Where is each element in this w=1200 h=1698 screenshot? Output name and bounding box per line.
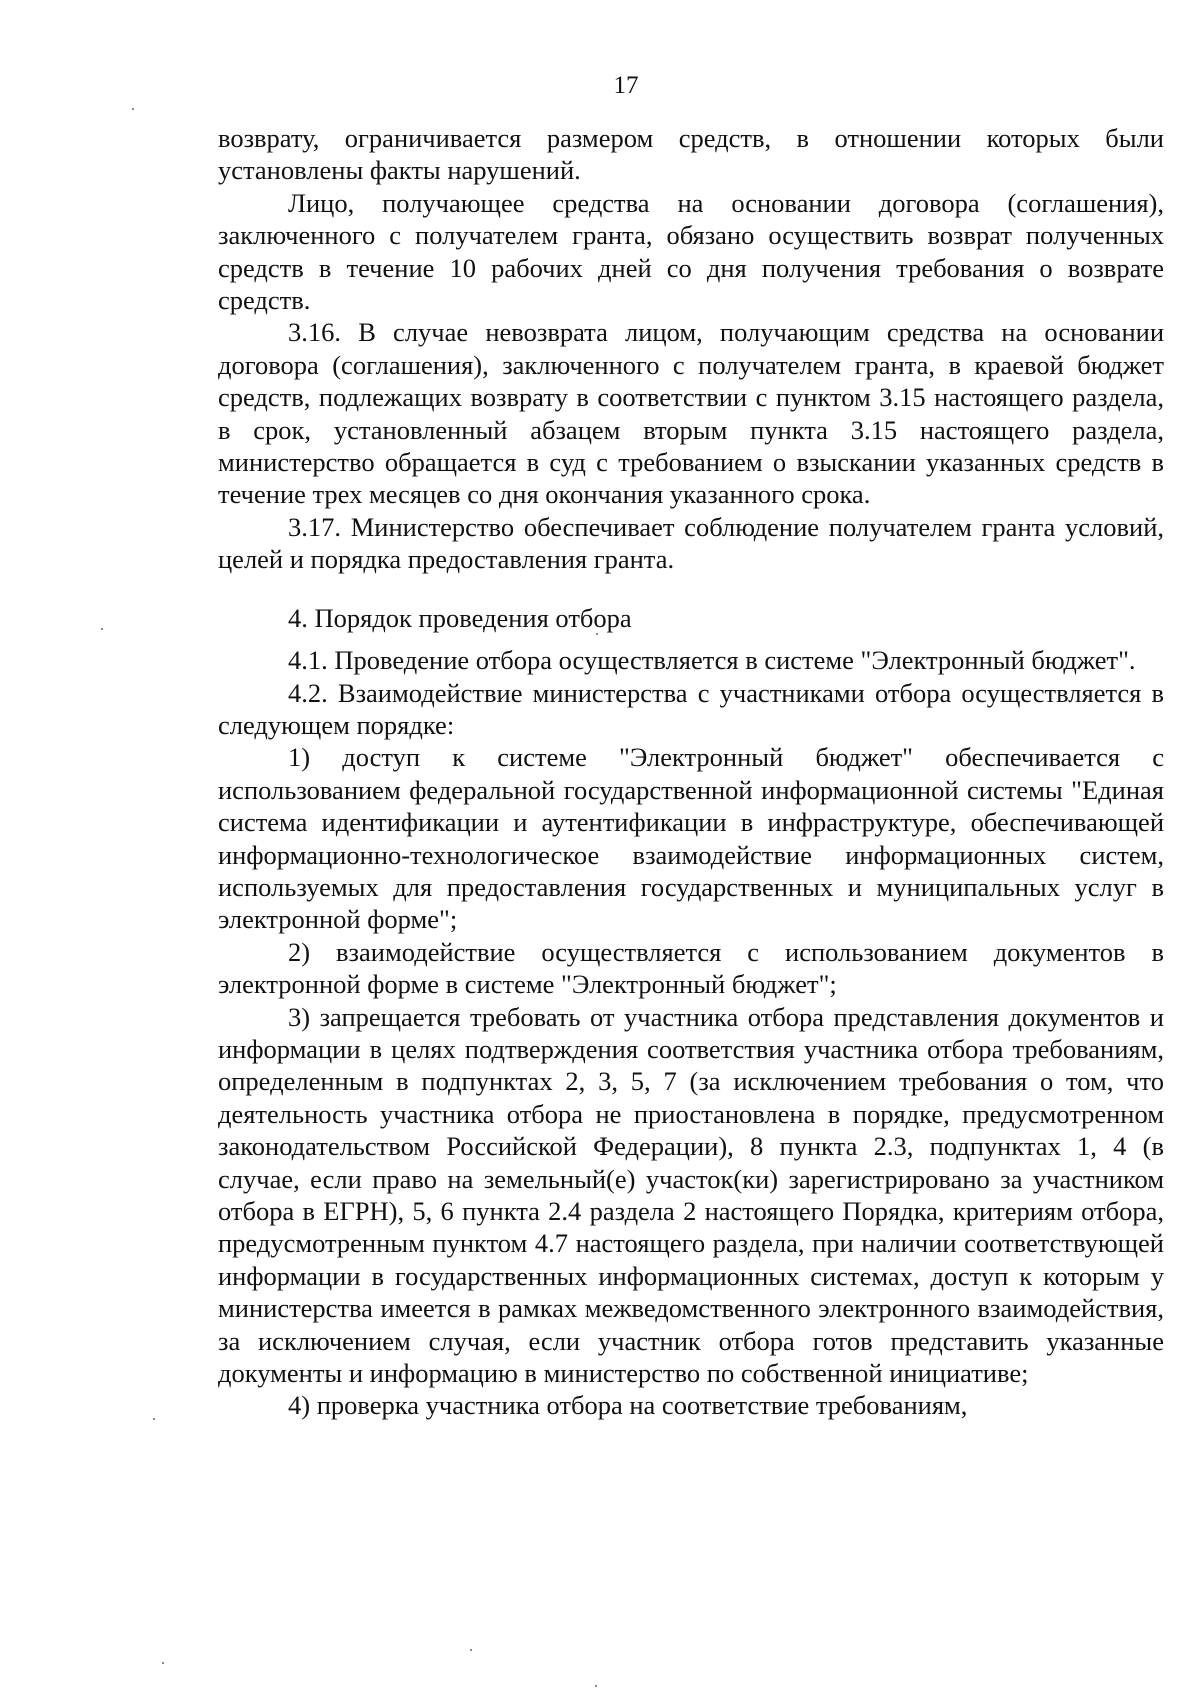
scan-speck xyxy=(101,628,103,630)
scan-speck xyxy=(596,633,598,635)
paragraph-3-16: 3.16. В случае невозврата лицом, получающим средства на основании договора (соглашения), заключенного с получателем гранта, в краевой бюджет средств, подлежащих возврату в соответствии с пунктом 3.15 настоящего раздела, в срок, установленный абзацем вторым пункта 3.15 настоящего раздела, министерство обращается в суд с требованием о взыскании указанных средств в течение трех месяцев со дня окончания указанного срока. xyxy=(218,317,1164,510)
scan-speck xyxy=(162,1662,164,1664)
paragraph-3-17: 3.17. Министерство обеспечивает соблюдение получателем гранта условий, целей и порядка предоставления гранта. xyxy=(218,511,1164,575)
scan-speck xyxy=(153,1418,155,1420)
document-body xyxy=(218,122,1164,1422)
scan-speck xyxy=(470,1649,472,1651)
list-item-2: 2) взаимодействие осуществляется с использованием документов в электронной форме в системе "Электронный бюджет"; xyxy=(218,936,1164,1000)
paragraph-4-2: 4.2. Взаимодействие министерства с участниками отбора осуществляется в следующем порядке: xyxy=(218,677,1164,740)
paragraph-refund-obligation: Лицо, получающее средства на основании договора (соглашения), заключенного с получателем гранта, обязано осуществить возврат полученных средств в течение 10 рабочих дней со дня получения требования о возврате средств. xyxy=(218,187,1164,316)
list-item-3: 3) запрещается требовать от участника отбора представления документов и информации в целях подтверждения соответствия участника отбора требованиям, определенным в подпунктах 2, 3, 5, 7 (за исключением требования о том, что деятельность участника отбора не приостановлена в порядке, предусмотренном законодательством Российской Федерации), 8 пункта 2.3, подпунктах 1, 4 (в случае, если право на земельный(е) участок(ки) зарегистрировано за участником отбора в ЕГРН), 5, 6 пункта 2.4 раздела 2 настоящего Порядка, критериям отбора, предусмотренным пунктом 4.7 настоящего раздела, при наличии соответствующей информации в государственных информационных системах, доступ к которым у министерства имеется в рамках межведомственного электронного взаимодействия, за исключением случая, если участник отбора готов представить указанные документы и информацию в министерство по собственной инициативе; xyxy=(218,1001,1164,1389)
paragraph-4-1: 4.1. Проведение отбора осуществляется в системе "Электронный бюджет". xyxy=(288,645,1136,676)
section-heading-4: 4. Порядок проведения отбора xyxy=(288,602,632,633)
list-item-1: 1) доступ к системе "Электронный бюджет" обеспечивается с использованием федеральной государственной информационной системы "Единая система идентификации и аутентификации в инфраструктуре, обеспечивающей информационно-технологическое взаимодействие информационных систем, используемых для предоставления государственных и муниципальных услуг в электронной форме"; xyxy=(218,742,1164,935)
scan-speck xyxy=(132,108,134,110)
paragraph-continuation: возврату, ограничивается размером средств, в отношении которых были установлены факты нарушений. xyxy=(218,123,1164,186)
scan-speck xyxy=(595,1685,597,1687)
list-item-4: 4) проверка участника отбора на соответствие требованиям, xyxy=(288,1390,968,1421)
page-number: 17 xyxy=(613,72,639,99)
